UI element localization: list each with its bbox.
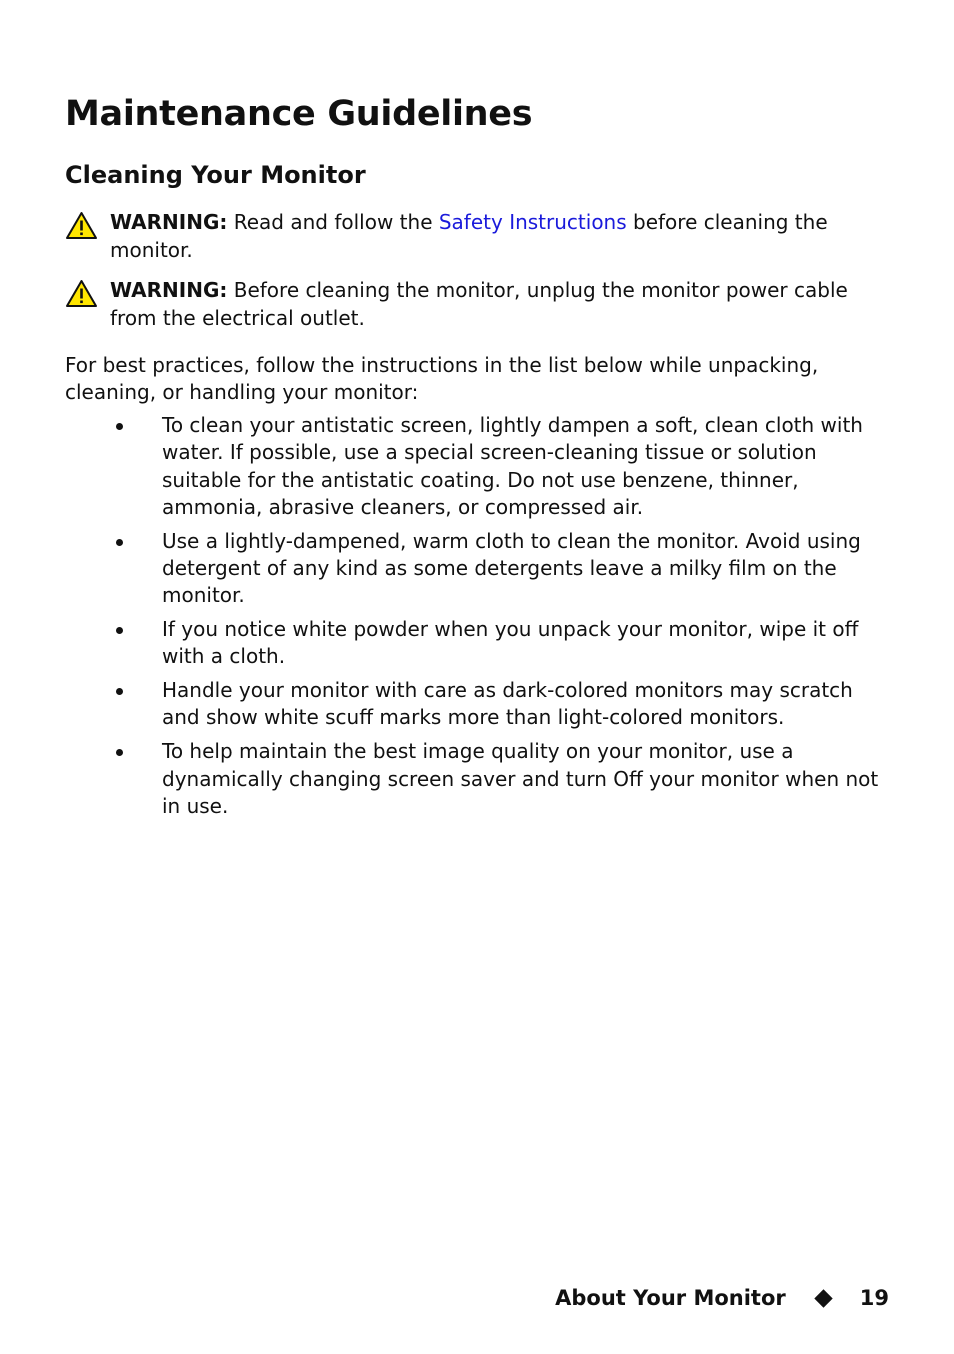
page-title: Maintenance Guidelines	[65, 94, 533, 134]
bullet-icon	[116, 688, 123, 695]
intro-paragraph: For best practices, follow the instructions in the list below while unpacking, cleaning, or handling your monitor:	[65, 353, 819, 404]
page-footer	[555, 1286, 889, 1310]
list-item	[65, 677, 895, 732]
warning-label: WARNING:	[110, 210, 228, 234]
list-item-text: To clean your antistatic screen, lightly dampen a soft, clean cloth with water. If possible, use a special screen-cleaning tissue or solution suitable for the antistatic coating. Do not use benzene, thinner, ammonia, abrasive cleaners, or compressed air.	[162, 413, 863, 519]
bullet-icon	[116, 627, 123, 634]
bullet-icon	[116, 539, 123, 546]
bullet-icon	[116, 423, 123, 430]
list-item-text: Handle your monitor with care as dark-colored monitors may scratch and show white scuff marks more than light-colored monitors.	[162, 678, 853, 730]
list-item	[65, 616, 895, 671]
warning-triangle-icon	[65, 211, 98, 240]
warning-text-2	[110, 277, 885, 332]
warning-text-body: Before cleaning the monitor, unplug the monitor power cable from the electrical outlet.	[110, 278, 848, 330]
list-item-text: To help maintain the best image quality on your monitor, use a dynamically changing screen saver and turn Off your monitor when not in use.	[162, 739, 879, 818]
list-item-text: Use a lightly-dampened, warm cloth to clean the monitor. Avoid using detergent of any kind as some detergents leave a milky film on the monitor.	[162, 528, 861, 608]
list-item	[65, 528, 895, 610]
list-item	[65, 412, 895, 521]
list-item	[65, 738, 895, 820]
guideline-list	[65, 412, 895, 827]
page-number: 19	[859, 1286, 889, 1310]
warning-text-before: Read and follow the	[227, 210, 439, 234]
list-item-text: If you notice white powder when you unpack your monitor, wipe it off with a cloth.	[162, 617, 859, 669]
bullet-icon	[116, 749, 123, 756]
warning-text-1	[110, 209, 885, 264]
footer-section-title: About Your Monitor	[555, 1286, 786, 1310]
warning-text-after: before cleaning the monitor.	[110, 210, 828, 262]
warning-label: WARNING:	[110, 278, 228, 302]
diamond-icon	[814, 1289, 832, 1307]
section-title: Cleaning Your Monitor	[65, 161, 366, 189]
warning-triangle-icon	[65, 279, 98, 308]
safety-instructions-link[interactable]: Safety Instructions	[438, 210, 627, 234]
